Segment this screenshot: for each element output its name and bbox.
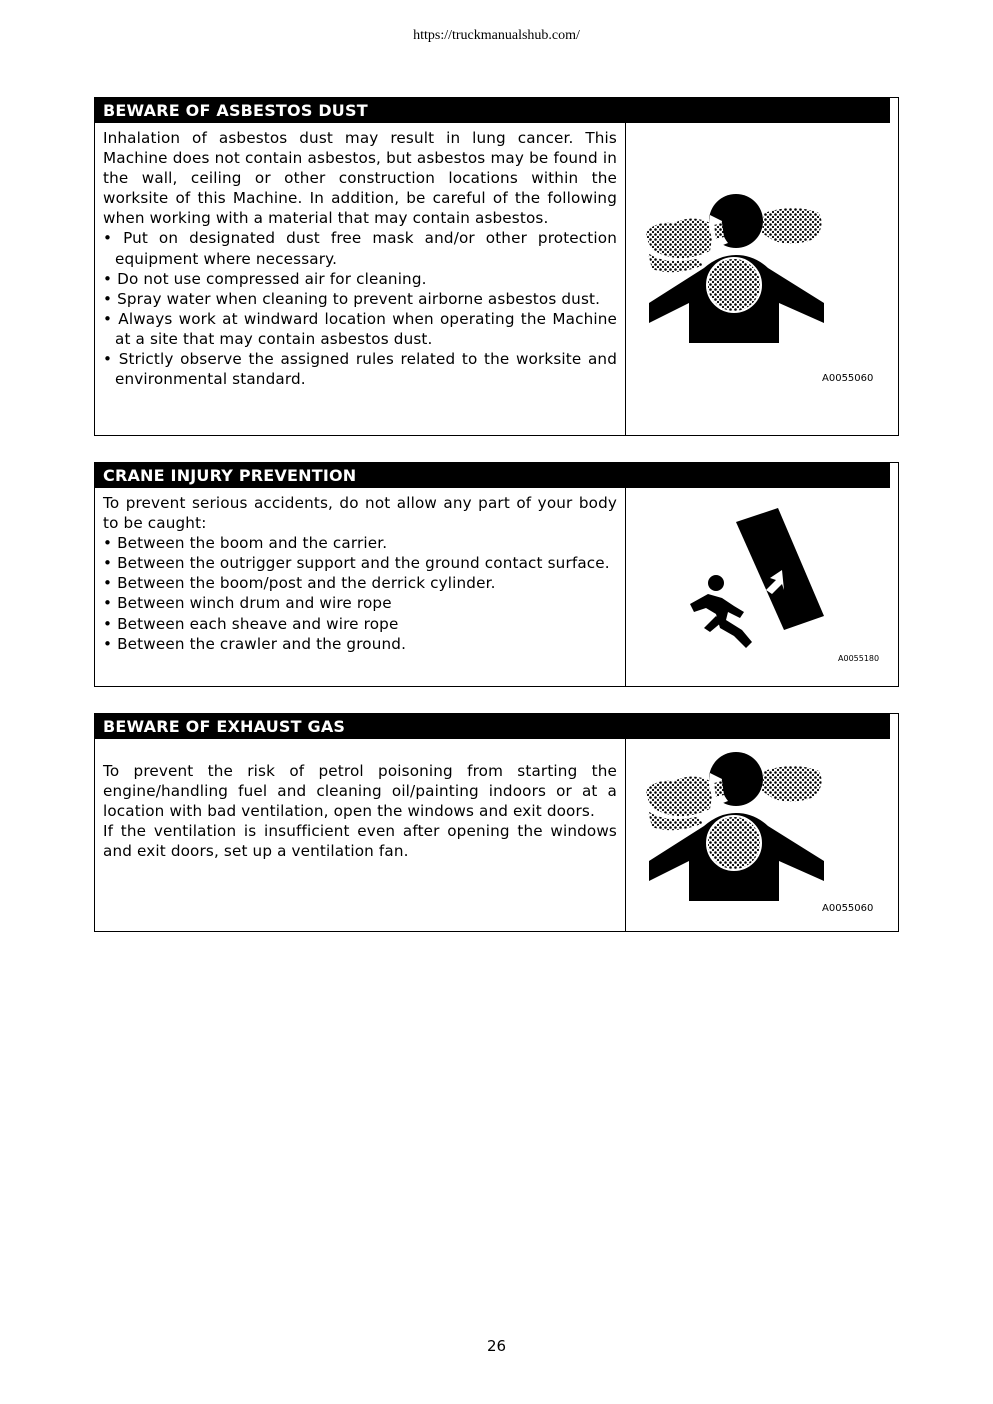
figure-panel [626, 739, 898, 931]
gas-inhalation-hazard-icon [644, 751, 829, 901]
figure-code: A0055180 [838, 654, 880, 663]
page-number: 26 [486, 1337, 507, 1355]
list-item: • Between the boom and the carrier. [103, 534, 388, 553]
list-item: • Spray water when cleaning to prevent airborne asbestos dust. [103, 289, 601, 308]
section-text [95, 488, 626, 686]
paragraph: To prevent the risk of petrol poisoning from starting the engine/handling fuel and cleaning oil/painting indoors or at a location with bad ventilation, open the windows and exit doors. [103, 762, 617, 821]
section-text [95, 123, 626, 435]
figure-code: A0055060 [822, 373, 874, 384]
list-item: • Do not use compressed air for cleaning. [103, 269, 427, 288]
crush-hazard-icon [686, 508, 836, 653]
section-crane-injury [94, 462, 899, 687]
paragraph: If the ventilation is insufficient even after opening the windows and exit doors, set up a ventilation fan. [103, 822, 617, 861]
dust-inhalation-hazard-icon [644, 193, 829, 343]
list-item: • Strictly observe the assigned rules related to the worksite and environmental standard. [103, 350, 617, 389]
figure-panel [626, 488, 898, 686]
list-item: • Between the outrigger support and the ground contact surface. [103, 554, 610, 573]
section-title: BEWARE OF ASBESTOS DUST [95, 98, 898, 123]
section-text [95, 739, 626, 931]
list-item: • Always work at windward location when operating the Machine at a site that may contain asbestos dust. [103, 309, 617, 348]
section-title: CRANE INJURY PREVENTION [95, 463, 898, 488]
list-item: • Put on designated dust free mask and/or other protection equipment where necessary. [103, 229, 617, 268]
figure-panel [626, 123, 898, 435]
source-url[interactable]: https://truckmanualshub.com/ [413, 28, 580, 43]
list-item: • Between the boom/post and the derrick cylinder. [103, 574, 496, 593]
list-item: • Between each sheave and wire rope [103, 614, 399, 633]
section-title: BEWARE OF EXHAUST GAS [95, 714, 898, 739]
section-intro: To prevent serious accidents, do not allow any part of your body to be caught: [103, 494, 617, 533]
section-intro: Inhalation of asbestos dust may result in lung cancer. This Machine does not contain asbestos, but asbestos may be found in the wall, ceiling or other construction locations within the worksite of this Machine. In addition, be careful of the following when working with a material that may contain asbestos. [103, 129, 617, 228]
section-asbestos [94, 97, 899, 436]
list-item: • Between the crawler and the ground. [103, 634, 407, 653]
figure-code: A0055060 [822, 903, 874, 914]
section-exhaust-gas [94, 713, 899, 932]
list-item: • Between winch drum and wire rope [103, 594, 392, 613]
